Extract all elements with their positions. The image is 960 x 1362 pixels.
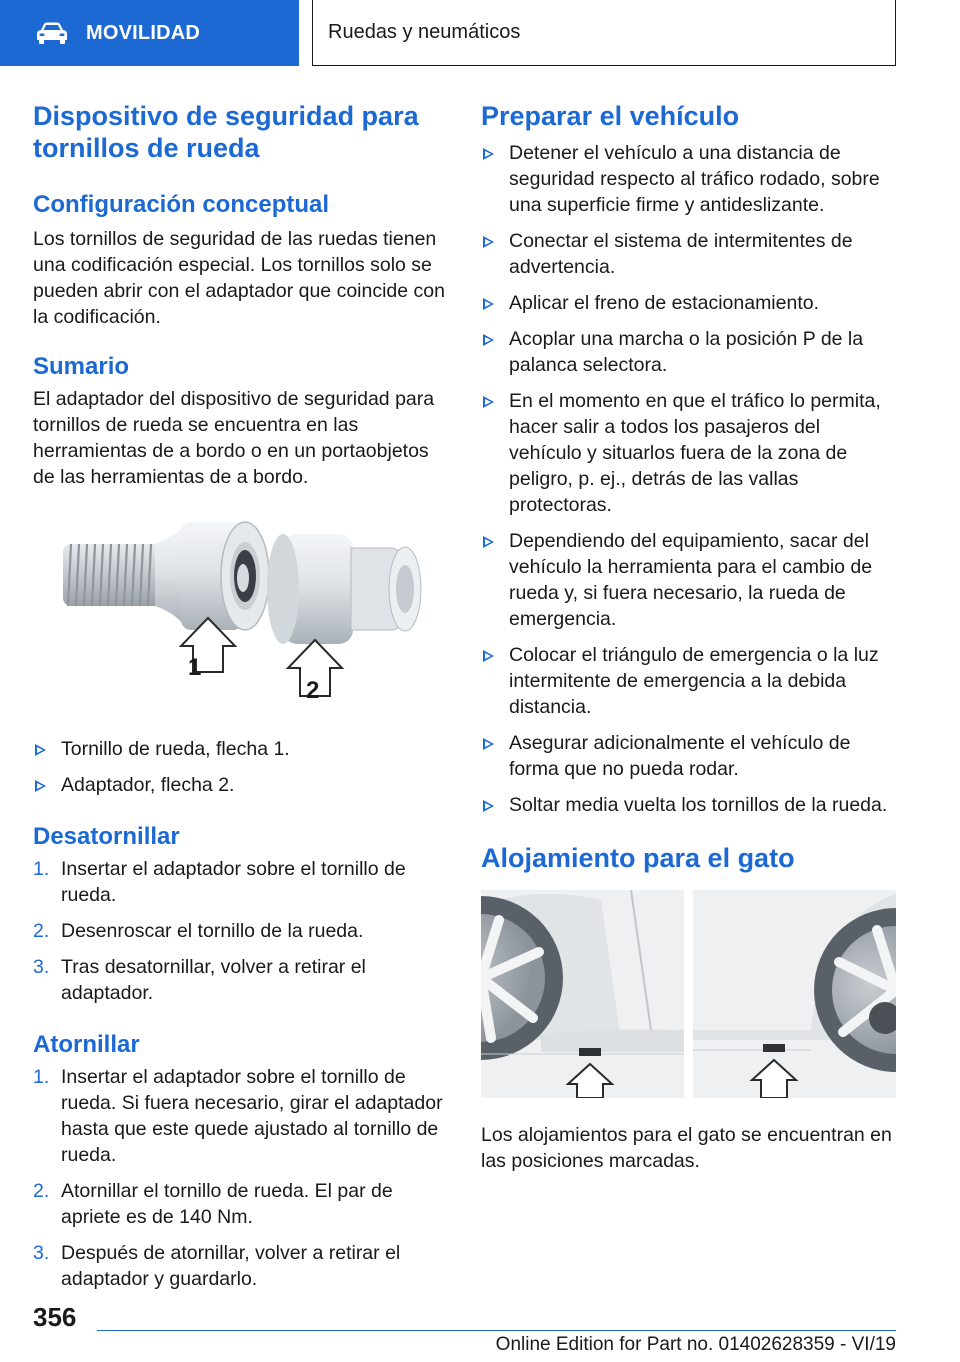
section-tab — [0, 0, 299, 66]
section-label: MOVILIDAD — [86, 21, 201, 44]
page-number: 356 — [33, 1302, 77, 1332]
prep-heading: Preparar el vehículo — [481, 101, 740, 131]
lock-bolt-illustration — [33, 508, 451, 728]
adapter — [267, 534, 421, 644]
list-item: Detener el vehículo a una distancia de seguridad respecto al tráfico rodado, sobre una superficie firme y antideslizante. — [481, 140, 896, 218]
list-item: Colocar el triángulo de emergencia o la luz intermitente de emergencia a la debida distancia. — [481, 642, 896, 720]
figure-label-1: 1 — [188, 654, 202, 681]
triangle-bullet-icon — [483, 800, 494, 812]
list-item: 2. Atornillar el tornillo de rueda. El par de apriete es de 140 Nm. — [33, 1180, 393, 1228]
list-item: Dependiendo del equipamiento, sacar del vehículo la herramienta para el cambio de rueda y, si fuera necesario, la rueda de emergencia. — [481, 528, 896, 632]
screw-steps — [33, 1064, 451, 1292]
jack-text: Los alojamientos para el gato se encuentran en las posiciones marcadas. — [481, 1124, 892, 1172]
list-item: 2. Desenroscar el tornillo de la rueda. — [33, 920, 364, 942]
triangle-bullet-icon — [35, 780, 46, 792]
list-item: Tornillo de rueda, flecha 1. — [33, 736, 451, 762]
car-icon — [34, 21, 70, 45]
config-heading: Configuración conceptual — [33, 191, 330, 218]
triangle-bullet-icon — [35, 744, 46, 756]
left-column — [33, 100, 451, 1292]
list-item: Asegurar adicionalmente el vehículo de forma que no pueda rodar. — [481, 730, 896, 782]
footer-rule — [97, 1330, 896, 1331]
list-item: 1. Insertar el adaptador sobre el tornillo de rueda. Si fuera necesario, girar el adaptador hasta que este quede ajustado al tornillo de rueda. — [33, 1066, 443, 1166]
list-item: Aplicar el freno de estacionamiento. — [481, 290, 896, 316]
summary-heading: Sumario — [33, 353, 130, 380]
triangle-bullet-icon — [483, 236, 494, 248]
list-item: 3. Tras desatornillar, volver a retirar el adaptador. — [33, 956, 366, 1004]
list-item: Adaptador, flecha 2. — [33, 772, 451, 798]
list-item: 3. Después de atornillar, volver a retirar el adaptador y guardarlo. — [33, 1242, 401, 1290]
triangle-bullet-icon — [483, 334, 494, 346]
triangle-bullet-icon — [483, 148, 494, 160]
chapter-header — [312, 0, 896, 66]
list-item: Acoplar una marcha o la posición P de la palanca selectora. — [481, 326, 896, 378]
prep-steps — [481, 140, 896, 818]
triangle-bullet-icon — [483, 396, 494, 408]
figure-label-2: 2 — [306, 677, 320, 704]
jack-points-figure — [481, 890, 896, 1098]
screw-heading: Atornillar — [33, 1031, 140, 1058]
lock-bolt-figure — [33, 508, 451, 728]
right-column — [481, 100, 896, 1174]
figure-legend — [33, 736, 451, 798]
unscrew-steps — [33, 856, 451, 1006]
jack-points-illustration — [481, 890, 896, 1098]
config-text: Los tornillos de seguridad de las ruedas tienen una codificación especial. Los tornillos solo se pueden abrir con el adaptador que coincide con la codificación. — [33, 228, 445, 328]
list-item: 1. Insertar el adaptador sobre el tornillo de rueda. — [33, 858, 406, 906]
page-title: Dispositivo de seguridad para tornillos de rueda — [33, 101, 419, 163]
list-item: Soltar media vuelta los tornillos de la rueda. — [481, 792, 896, 818]
unscrew-heading: Desatornillar — [33, 823, 180, 850]
summary-text: El adaptador del dispositivo de seguridad para tornillos de rueda se encuentra en las herramientas de a bordo o en un portaobjetos de las herramientas de a bordo. — [33, 388, 435, 488]
edition-info: Online Edition for Part no. 01402628359 - VI/19 — [495, 1334, 896, 1355]
triangle-bullet-icon — [483, 536, 494, 548]
bolt-threads — [63, 544, 163, 606]
triangle-bullet-icon — [483, 298, 494, 310]
list-item: Conectar el sistema de intermitentes de advertencia. — [481, 228, 896, 280]
list-item: En el momento en que el tráfico lo permita, hacer salir a todos los pasajeros del vehículo y situarlos fuera de la zona de peligro, p. ej., detrás de las vallas protectoras. — [481, 388, 896, 518]
jack-heading: Alojamiento para el gato — [481, 843, 795, 873]
triangle-bullet-icon — [483, 650, 494, 662]
chapter-title: Ruedas y neumáticos — [328, 21, 521, 43]
triangle-bullet-icon — [483, 738, 494, 750]
